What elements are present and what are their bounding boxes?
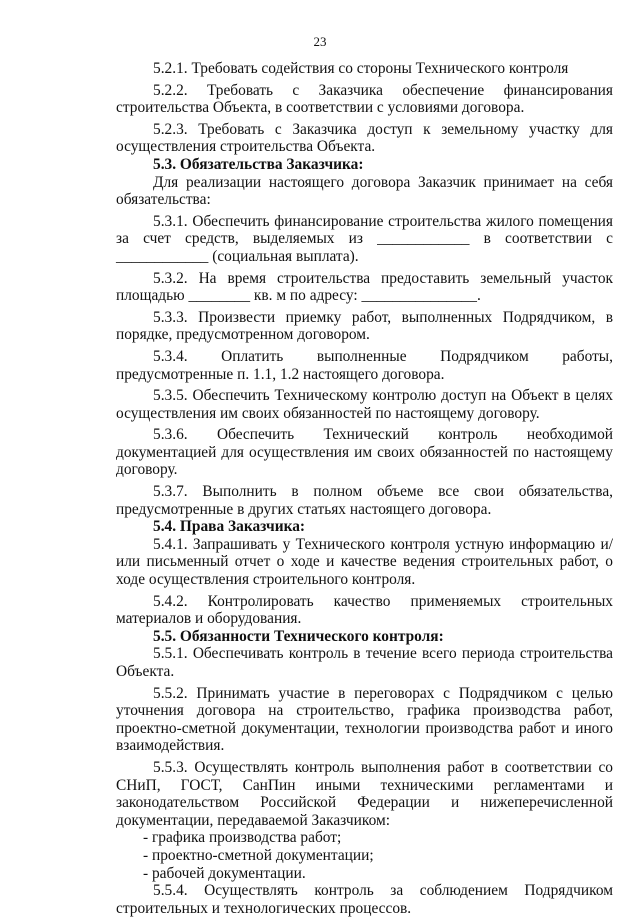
list-item: - проектно-сметной документации; <box>143 846 374 864</box>
clause-5-3-2: 5.3.2. На время строительства предоставить земельный участок площадью ________ кв. м по адресу: _______________. <box>116 269 613 305</box>
clause-5-5-1: 5.5.1. Обеспечивать контроль в течение всего периода строительства Объекта. <box>116 645 613 680</box>
clause-5-4-1: 5.4.1. Запрашивать у Технического контроля устную информацию и/или письменный отчет о ходе и качестве ведения строительных работ, о ходе осуществления строительного контроля. <box>116 535 613 589</box>
page-number: 23 <box>313 34 327 49</box>
clause-5-5-2: 5.5.2. Принимать участие в переговорах с Подрядчиком с целью уточнения договора на строительство, графика производства работ, проектно-сметной документации, технологии производства работ и иного взаимодействия. <box>116 684 613 755</box>
clause-5-3-7: 5.3.7. Выполнить в полном объеме все свои обязательства, предусмотренные в других статьях настоящего договора. <box>116 483 613 518</box>
clause-5-2-2: 5.2.2. Требовать с Заказчика обеспечение финансирования строительства Объекта, в соответствии с условиями договора. <box>116 81 613 117</box>
clause-5-3-1: 5.3.1. Обеспечить финансирование строительства жилого помещения за счет средств, выделяемых из ____________ в соответствии с ____________ (социальная выплата). <box>116 212 613 265</box>
section-heading-5-4: 5.4. Права Заказчика: <box>153 518 306 536</box>
clause-5-5-4: 5.5.4. Осуществлять контроль за соблюдением Подрядчиком строительных и технологических процессов. <box>116 882 613 917</box>
clause-5-3-4: 5.3.4. Оплатить выполненные Подрядчиком работы, предусмотренные п. 1.1, 1.2 настоящего договора. <box>116 347 613 383</box>
list-item: - графика производства работ; <box>143 829 342 847</box>
clause-5-3-6: 5.3.6. Обеспечить Технический контроль необходимой документацией для осуществления им своих обязанностей по настоящему договору. <box>116 426 613 479</box>
section-heading-5-5: 5.5. Обязанности Технического контроля: <box>153 627 444 645</box>
clause-5-4-2: 5.4.2. Контролировать качество применяемых строительных материалов и оборудования. <box>116 592 613 628</box>
clause-5-3-5: 5.3.5. Обеспечить Техническому контролю доступ на Объект в целях осуществления им своих обязанностей по настоящему договору. <box>116 387 613 422</box>
section-heading-5-3: 5.3. Обязательства Заказчика: <box>153 155 364 173</box>
clause-5-2-1: 5.2.1. Требовать содействия со стороны Технического контроля <box>153 60 569 77</box>
clause-5-2-3: 5.2.3. Требовать с Заказчика доступ к земельному участку для осуществления строительства Объекта. <box>116 120 613 156</box>
clause-5-3-3: 5.3.3. Произвести приемку работ, выполненных Подрядчиком, в порядке, предусмотренном договором. <box>116 308 613 344</box>
clause-5-5-3: 5.5.3. Осуществлять контроль выполнения работ в соответствии со СНиП, ГОСТ, СанПин иными техническими регламентами и законодательством Российской Федерации и нижеперечисленной документации, передаваемой Заказчиком: <box>116 758 613 829</box>
document-body <box>116 60 613 917</box>
intro-5-3: Для реализации настоящего договора Заказчик принимает на себя обязательства: <box>116 173 613 209</box>
list-item: - рабочей документации. <box>143 864 306 882</box>
